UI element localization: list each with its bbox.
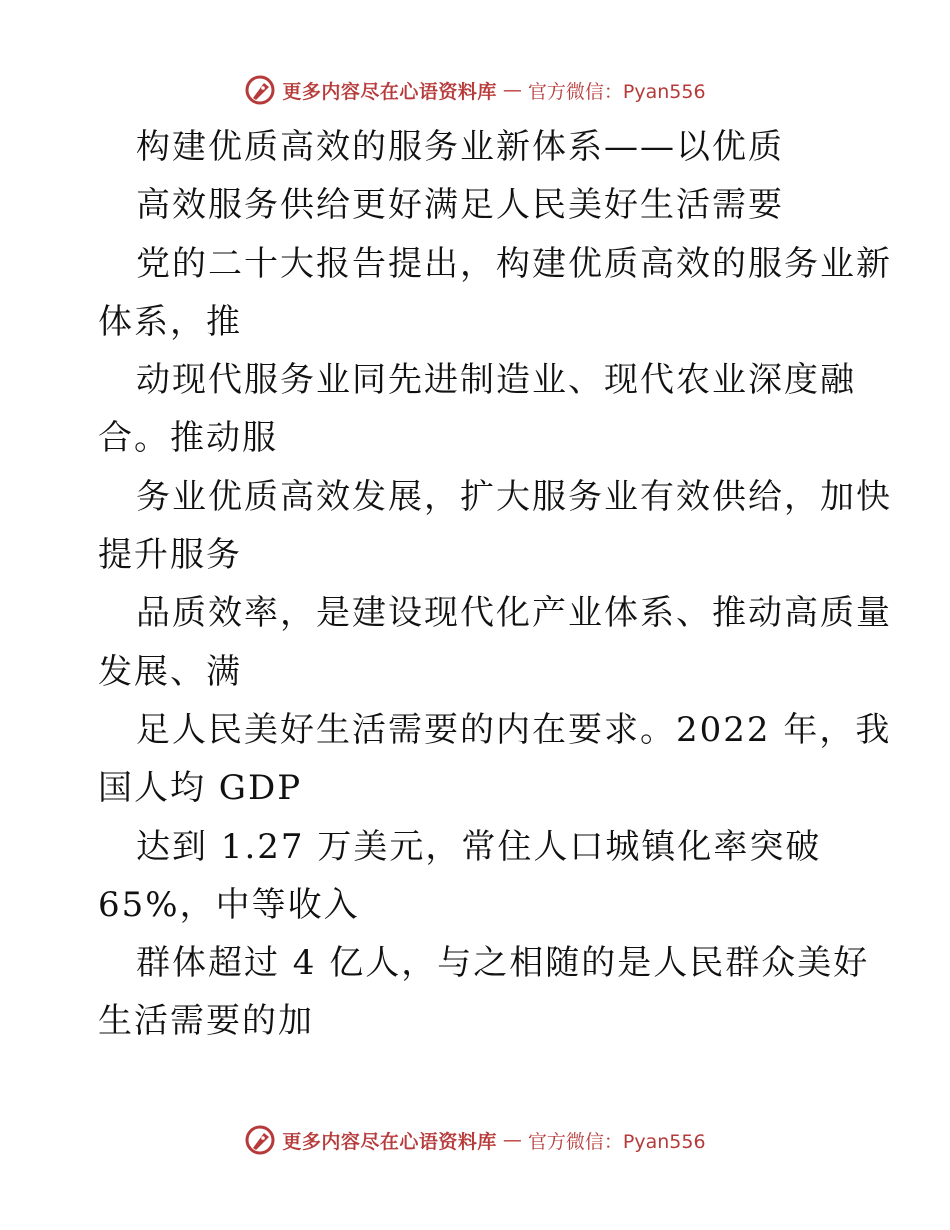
paragraph-line: 足人民美好生活需要的内在要求。2022 年，我	[136, 709, 892, 750]
header-watermark-banner	[0, 70, 950, 110]
pen-nib-logo-icon	[244, 74, 276, 106]
paragraph-line: 生活需要的加	[98, 1001, 314, 1042]
title-line-1: 构建优质高效的服务业新体系——以优质	[136, 127, 784, 167]
paragraph-line: 发展、满	[98, 651, 242, 692]
footer-watermark-banner	[0, 1120, 950, 1160]
pen-nib-logo-icon	[244, 1124, 276, 1156]
paragraph-line: 党的二十大报告提出，构建优质高效的服务业新	[136, 243, 892, 284]
document-body	[98, 118, 892, 1051]
banner-separator: —	[502, 79, 522, 101]
banner-wechat: 官方微信：Pyan556	[527, 1130, 706, 1153]
paragraph-line: 务业优质高效发展，扩大服务业有效供给，加快	[136, 476, 892, 517]
title-line-2: 高效服务供给更好满足人民美好生活需要	[136, 185, 784, 226]
banner-wechat: 官方微信：Pyan556	[527, 80, 706, 103]
paragraph-line: 提升服务	[98, 535, 242, 576]
banner-text: 更多内容尽在心语资料库	[282, 80, 497, 103]
paragraph-line: 达到 1.27 万美元，常住人口城镇化率突破	[136, 826, 822, 867]
banner-separator: —	[502, 1129, 522, 1151]
paragraph-line: 动现代服务业同先进制造业、现代农业深度融	[136, 360, 856, 401]
paragraph-line: 合。推动服	[98, 418, 278, 459]
paragraph-line: 65%，中等收入	[98, 884, 360, 925]
banner-text: 更多内容尽在心语资料库	[282, 1130, 497, 1153]
paragraph-line: 体系，推	[98, 301, 242, 342]
paragraph-line: 群体超过 4 亿人，与之相随的是人民群众美好	[136, 943, 870, 984]
paragraph-line: 品质效率，是建设现代化产业体系、推动高质量	[136, 593, 892, 634]
paragraph-line: 国人均 GDP	[98, 768, 303, 809]
